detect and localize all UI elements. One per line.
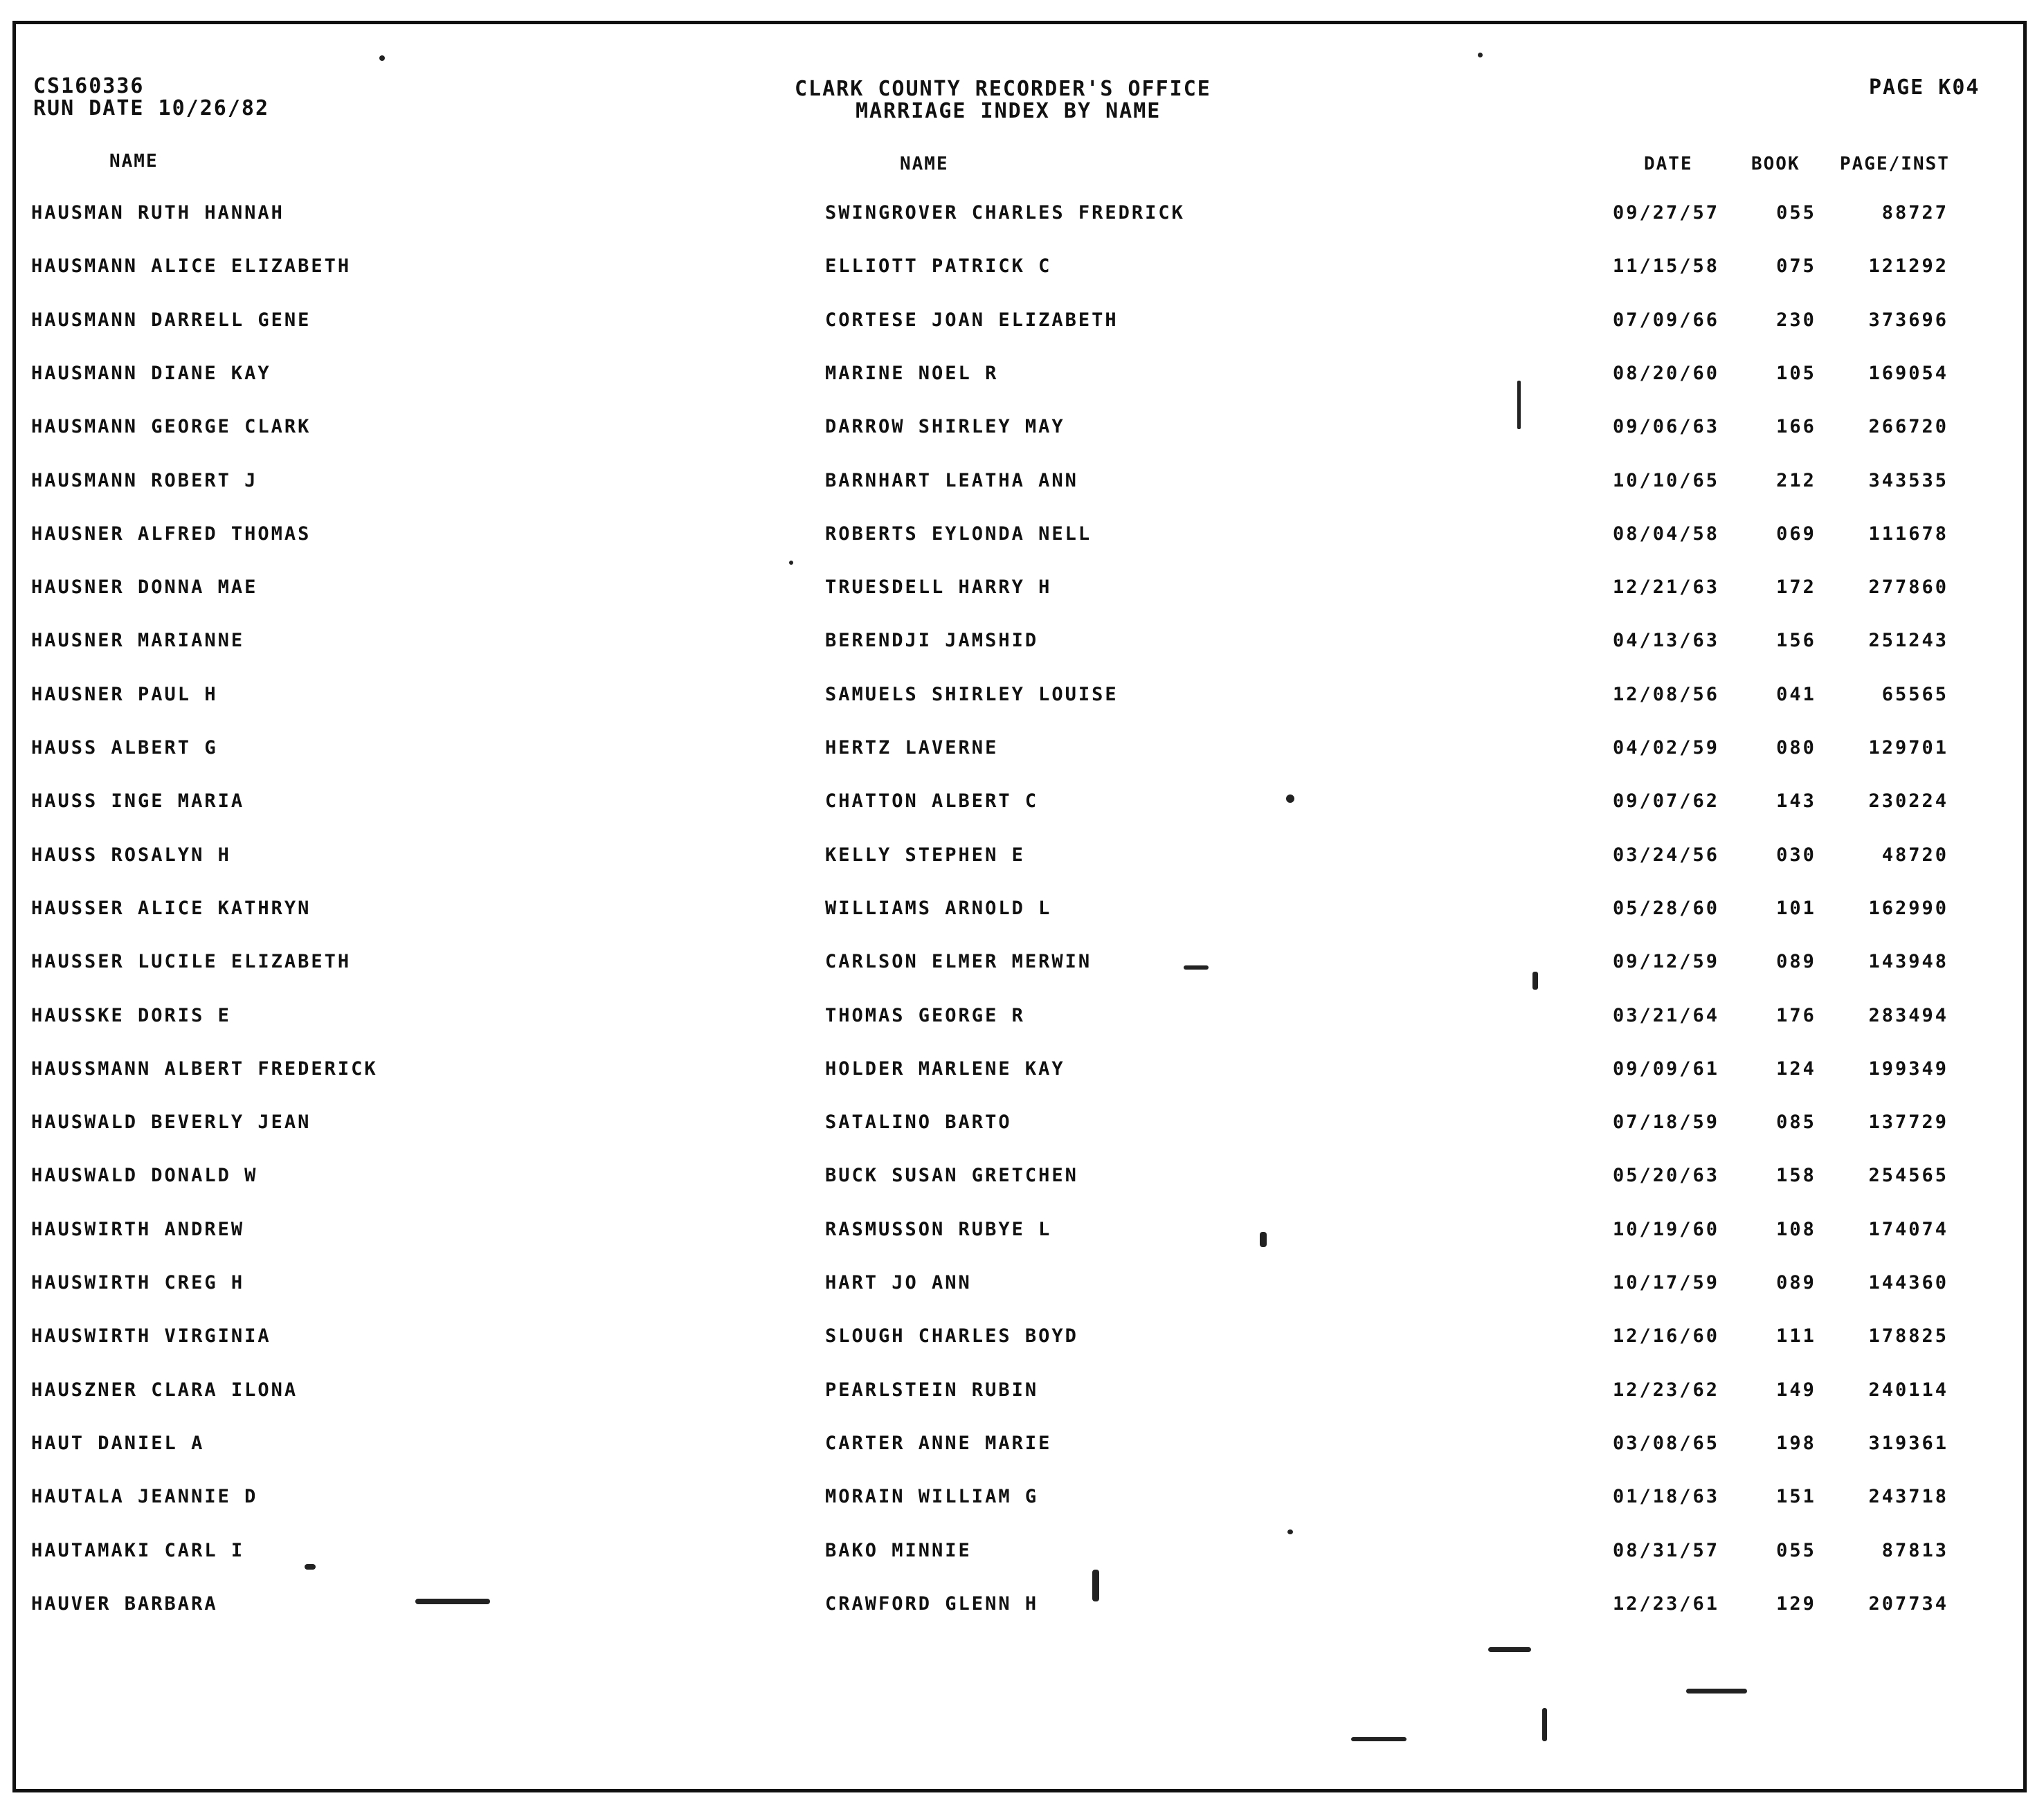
page-instrument-number: 87813	[1881, 1540, 1948, 1561]
spouse-name: MARINE NOEL R	[825, 363, 999, 384]
person-name: HAUSNER ALFRED THOMAS	[31, 523, 311, 545]
table-row	[0, 1272, 2044, 1300]
page-instrument-number: 283494	[1868, 1005, 1948, 1026]
book-number: 212	[1776, 470, 1816, 491]
book-number: 080	[1776, 737, 1816, 759]
spouse-name: WILLIAMS ARNOLD L	[825, 898, 1052, 919]
spouse-name: CARTER ANNE MARIE	[825, 1433, 1052, 1454]
page-instrument-number: 143948	[1868, 951, 1948, 972]
spouse-name: SWINGROVER CHARLES FREDRICK	[825, 202, 1185, 224]
table-row	[0, 898, 2044, 925]
scan-speck	[1092, 1570, 1099, 1601]
marriage-date: 09/06/63	[1613, 416, 1720, 437]
person-name: HAUSNER MARIANNE	[31, 630, 245, 651]
page-instrument-number: 319361	[1868, 1433, 1948, 1454]
scan-speck	[1542, 1708, 1547, 1741]
page-instrument-number: 162990	[1868, 898, 1948, 919]
person-name: HAUSWALD BEVERLY JEAN	[31, 1111, 311, 1133]
table-row	[0, 737, 2044, 765]
scan-speck	[305, 1564, 316, 1570]
book-number: 176	[1776, 1005, 1816, 1026]
table-row	[0, 470, 2044, 498]
spouse-name: TRUESDELL HARRY H	[825, 576, 1052, 598]
table-row	[0, 630, 2044, 657]
book-number: 151	[1776, 1486, 1816, 1507]
marriage-date: 04/13/63	[1613, 630, 1720, 651]
spouse-name: HOLDER MARLENE KAY	[825, 1058, 1065, 1080]
scan-speck	[789, 561, 793, 565]
page-instrument-number: 48720	[1881, 844, 1948, 866]
marriage-date: 04/02/59	[1613, 737, 1720, 759]
marriage-date: 09/12/59	[1613, 951, 1720, 972]
scan-speck	[1517, 381, 1521, 429]
book-number: 172	[1776, 576, 1816, 598]
table-row	[0, 1540, 2044, 1568]
page-instrument-number: 111678	[1868, 523, 1948, 545]
office-title: CLARK COUNTY RECORDER'S OFFICE	[795, 77, 1211, 101]
marriage-date: 05/20/63	[1613, 1165, 1720, 1186]
page-instrument-number: 121292	[1868, 255, 1948, 277]
column-header-name: NAME	[109, 151, 159, 172]
page-instrument-number: 178825	[1868, 1325, 1948, 1347]
person-name: HAUSS ALBERT G	[31, 737, 218, 759]
table-row	[0, 309, 2044, 337]
page-instrument-number: 230224	[1868, 790, 1948, 812]
spouse-name: PEARLSTEIN RUBIN	[825, 1379, 1039, 1401]
marriage-date: 11/15/58	[1613, 255, 1720, 277]
marriage-date: 10/17/59	[1613, 1272, 1720, 1293]
spouse-name: DARROW SHIRLEY MAY	[825, 416, 1065, 437]
page-instrument-number: 174074	[1868, 1219, 1948, 1240]
page-instrument-number: 266720	[1868, 416, 1948, 437]
page-instrument-number: 129701	[1868, 737, 1948, 759]
scan-speck	[1260, 1232, 1267, 1247]
spouse-name: ROBERTS EYLONDA NELL	[825, 523, 1092, 545]
column-header-page-inst: PAGE/INST	[1840, 154, 1950, 174]
table-row	[0, 416, 2044, 444]
person-name: HAUSNER DONNA MAE	[31, 576, 258, 598]
person-name: HAUSWIRTH ANDREW	[31, 1219, 245, 1240]
marriage-date: 10/10/65	[1613, 470, 1720, 491]
scan-speck	[379, 55, 385, 61]
book-number: 149	[1776, 1379, 1816, 1401]
table-row	[0, 1165, 2044, 1192]
table-row	[0, 1058, 2044, 1086]
marriage-date: 03/24/56	[1613, 844, 1720, 866]
scan-speck	[1287, 1529, 1293, 1534]
table-row	[0, 790, 2044, 818]
book-number: 156	[1776, 630, 1816, 651]
person-name: HAUSSER LUCILE ELIZABETH	[31, 951, 352, 972]
person-name: HAUSMANN DIANE KAY	[31, 363, 271, 384]
marriage-date: 12/21/63	[1613, 576, 1720, 598]
spouse-name: CRAWFORD GLENN H	[825, 1593, 1039, 1615]
column-header-date: DATE	[1644, 154, 1693, 174]
scan-speck	[1488, 1647, 1531, 1652]
marriage-date: 08/31/57	[1613, 1540, 1720, 1561]
table-row	[0, 684, 2044, 711]
page-instrument-number: 144360	[1868, 1272, 1948, 1293]
book-number: 055	[1776, 202, 1816, 224]
marriage-date: 03/21/64	[1613, 1005, 1720, 1026]
person-name: HAUSMANN ALICE ELIZABETH	[31, 255, 352, 277]
book-number: 105	[1776, 363, 1816, 384]
table-row	[0, 523, 2044, 551]
marriage-date: 09/27/57	[1613, 202, 1720, 224]
scan-speck	[1184, 965, 1209, 970]
book-number: 111	[1776, 1325, 1816, 1347]
book-number: 089	[1776, 951, 1816, 972]
page-instrument-number: 65565	[1881, 684, 1948, 705]
book-number: 085	[1776, 1111, 1816, 1133]
spouse-name: BAKO MINNIE	[825, 1540, 972, 1561]
marriage-date: 12/08/56	[1613, 684, 1720, 705]
spouse-name: CORTESE JOAN ELIZABETH	[825, 309, 1119, 331]
person-name: HAUSWIRTH VIRGINIA	[31, 1325, 271, 1347]
page-instrument-number: 207734	[1868, 1593, 1948, 1615]
person-name: HAUSSMANN ALBERT FREDERICK	[31, 1058, 378, 1080]
person-name: HAUSNER PAUL H	[31, 684, 218, 705]
person-name: HAUTALA JEANNIE D	[31, 1486, 258, 1507]
page-instrument-number: 373696	[1868, 309, 1948, 331]
page-instrument-number: 240114	[1868, 1379, 1948, 1401]
marriage-date: 01/18/63	[1613, 1486, 1720, 1507]
marriage-date: 07/18/59	[1613, 1111, 1720, 1133]
page-instrument-number: 137729	[1868, 1111, 1948, 1133]
book-number: 089	[1776, 1272, 1816, 1293]
marriage-date: 12/16/60	[1613, 1325, 1720, 1347]
marriage-date: 03/08/65	[1613, 1433, 1720, 1454]
table-row	[0, 202, 2044, 230]
book-number: 075	[1776, 255, 1816, 277]
report-id: CS160336	[33, 74, 145, 98]
person-name: HAUVER BARBARA	[31, 1593, 218, 1615]
page-instrument-number: 277860	[1868, 576, 1948, 598]
column-header-spouse-name: NAME	[900, 154, 949, 174]
scan-speck	[1286, 794, 1294, 803]
person-name: HAUSSKE DORIS E	[31, 1005, 231, 1026]
column-header-book: BOOK	[1751, 154, 1800, 174]
person-name: HAUSMAN RUTH HANNAH	[31, 202, 284, 224]
marriage-date: 05/28/60	[1613, 898, 1720, 919]
spouse-name: BARNHART LEATHA ANN	[825, 470, 1078, 491]
table-row	[0, 255, 2044, 283]
page-instrument-number: 343535	[1868, 470, 1948, 491]
book-number: 055	[1776, 1540, 1816, 1561]
marriage-date: 07/09/66	[1613, 309, 1720, 331]
spouse-name: RASMUSSON RUBYE L	[825, 1219, 1052, 1240]
spouse-name: SATALINO BARTO	[825, 1111, 1012, 1133]
marriage-date: 12/23/62	[1613, 1379, 1720, 1401]
person-name: HAUSWALD DONALD W	[31, 1165, 258, 1186]
scan-speck	[1532, 972, 1538, 990]
page-instrument-number: 254565	[1868, 1165, 1948, 1186]
table-row	[0, 1325, 2044, 1353]
table-row	[0, 363, 2044, 390]
scan-speck	[1686, 1689, 1747, 1694]
book-number: 129	[1776, 1593, 1816, 1615]
spouse-name: THOMAS GEORGE R	[825, 1005, 1025, 1026]
person-name: HAUSMANN ROBERT J	[31, 470, 258, 491]
table-row	[0, 1433, 2044, 1460]
spouse-name: CHATTON ALBERT C	[825, 790, 1039, 812]
person-name: HAUSWIRTH CREG H	[31, 1272, 245, 1293]
report-title: MARRIAGE INDEX BY NAME	[856, 99, 1161, 123]
spouse-name: CARLSON ELMER MERWIN	[825, 951, 1092, 972]
spouse-name: MORAIN WILLIAM G	[825, 1486, 1039, 1507]
book-number: 041	[1776, 684, 1816, 705]
book-number: 124	[1776, 1058, 1816, 1080]
spouse-name: SLOUGH CHARLES BOYD	[825, 1325, 1078, 1347]
table-row	[0, 844, 2044, 872]
table-row	[0, 576, 2044, 604]
book-number: 143	[1776, 790, 1816, 812]
book-number: 030	[1776, 844, 1816, 866]
page-instrument-number: 251243	[1868, 630, 1948, 651]
marriage-date: 12/23/61	[1613, 1593, 1720, 1615]
book-number: 230	[1776, 309, 1816, 331]
spouse-name: BERENDJI JAMSHID	[825, 630, 1039, 651]
spouse-name: HERTZ LAVERNE	[825, 737, 999, 759]
scan-speck	[415, 1599, 490, 1604]
person-name: HAUSS ROSALYN H	[31, 844, 231, 866]
spouse-name: KELLY STEPHEN E	[825, 844, 1025, 866]
marriage-date: 09/07/62	[1613, 790, 1720, 812]
book-number: 069	[1776, 523, 1816, 545]
person-name: HAUTAMAKI CARL I	[31, 1540, 245, 1561]
person-name: HAUSS INGE MARIA	[31, 790, 245, 812]
person-name: HAUSMANN GEORGE CLARK	[31, 416, 311, 437]
table-row	[0, 1486, 2044, 1514]
page-number: PAGE K04	[1869, 75, 1980, 100]
marriage-date: 08/04/58	[1613, 523, 1720, 545]
table-row	[0, 1593, 2044, 1621]
page-instrument-number: 88727	[1881, 202, 1948, 224]
book-number: 101	[1776, 898, 1816, 919]
marriage-date: 10/19/60	[1613, 1219, 1720, 1240]
person-name: HAUSMANN DARRELL GENE	[31, 309, 311, 331]
scan-speck	[1478, 53, 1483, 57]
person-name: HAUSZNER CLARA ILONA	[31, 1379, 298, 1401]
spouse-name: ELLIOTT PATRICK C	[825, 255, 1052, 277]
person-name: HAUSSER ALICE KATHRYN	[31, 898, 311, 919]
book-number: 108	[1776, 1219, 1816, 1240]
spouse-name: HART JO ANN	[825, 1272, 972, 1293]
table-row	[0, 951, 2044, 979]
page-instrument-number: 169054	[1868, 363, 1948, 384]
run-date: RUN DATE 10/26/82	[33, 96, 270, 120]
page-instrument-number: 199349	[1868, 1058, 1948, 1080]
table-row	[0, 1111, 2044, 1139]
book-number: 158	[1776, 1165, 1816, 1186]
marriage-date: 08/20/60	[1613, 363, 1720, 384]
book-number: 166	[1776, 416, 1816, 437]
spouse-name: SAMUELS SHIRLEY LOUISE	[825, 684, 1119, 705]
table-row	[0, 1379, 2044, 1407]
book-number: 198	[1776, 1433, 1816, 1454]
page-instrument-number: 243718	[1868, 1486, 1948, 1507]
scan-speck	[1351, 1737, 1407, 1741]
table-row	[0, 1005, 2044, 1033]
marriage-date: 09/09/61	[1613, 1058, 1720, 1080]
person-name: HAUT DANIEL A	[31, 1433, 205, 1454]
spouse-name: BUCK SUSAN GRETCHEN	[825, 1165, 1078, 1186]
table-row	[0, 1219, 2044, 1246]
